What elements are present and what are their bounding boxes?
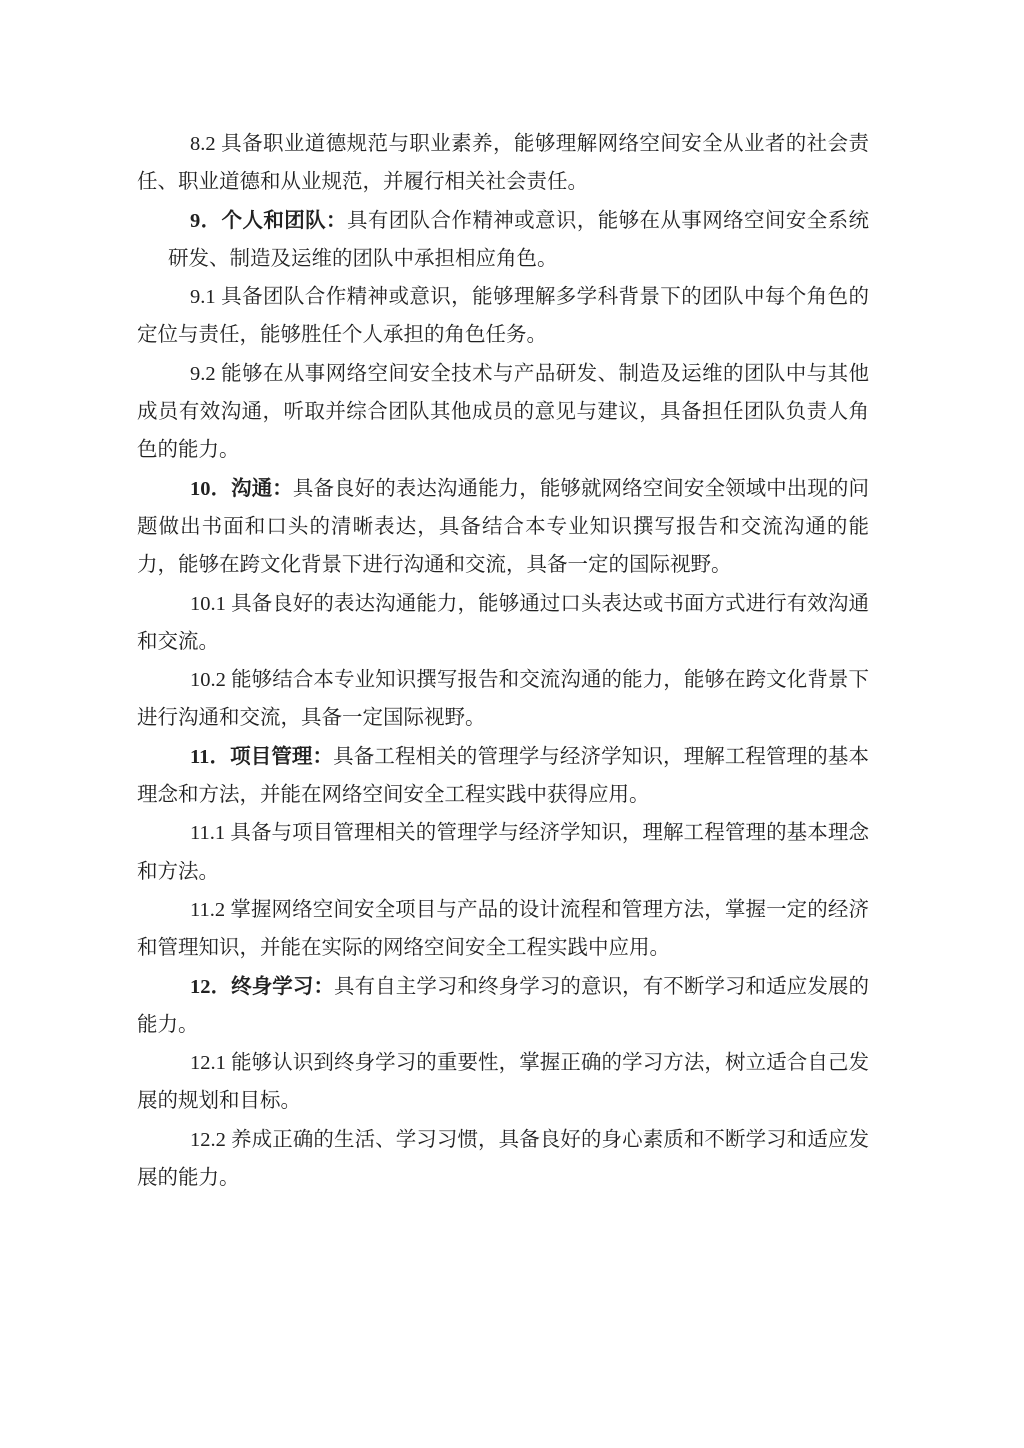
paragraph-10: [137, 470, 869, 585]
paragraph-11-2: [137, 891, 869, 968]
paragraph-text: 11.2 掌握网络空间安全项目与产品的设计流程和管理方法，掌握一定的经济和管理知识，并能在实际的网络空间安全工程实践中应用。: [137, 898, 869, 960]
paragraph-text: 9.1 具备团队合作精神或意识，能够理解多学科背景下的团队中每个角色的定位与责任，能够胜任个人承担的角色任务。: [137, 286, 869, 347]
paragraph-heading: 10．沟通：: [190, 477, 293, 500]
paragraph-text: 具有自主学习和终身学习的意识，有不断学习和适应发展的能力。: [137, 975, 869, 1036]
paragraph-text: 12.1 能够认识到终身学习的重要性，掌握正确的学习方法，树立适合自己发展的规划和目标。: [137, 1052, 869, 1113]
paragraph-text: 11.1 具备与项目管理相关的管理学与经济学知识，理解工程管理的基本理念和方法。: [137, 822, 869, 883]
document-body: [137, 125, 869, 1197]
paragraph-12-2: [137, 1121, 869, 1198]
paragraph-text: 具备工程相关的管理学与经济学知识，理解工程管理的基本理念和方法，并能在网络空间安全工程实践中获得应用。: [137, 745, 870, 807]
paragraph-11-1: [137, 814, 869, 891]
paragraph-10-1: [137, 585, 869, 662]
paragraph-heading: 11．项目管理：: [190, 745, 334, 768]
paragraph-9-1: [137, 278, 869, 355]
paragraph-text: 9.2 能够在从事网络空间安全技术与产品研发、制造及运维的团队中与其他成员有效沟通，听取并综合团队其他成员的意见与建议，具备担任团队负责人角色的能力。: [137, 362, 869, 462]
paragraph-heading: 9．个人和团队：: [190, 209, 347, 232]
paragraph-text: 具有团队合作精神或意识，能够在从事网络空间安全系统研发、制造及运维的团队中承担相应角色。: [168, 209, 869, 270]
paragraph-11: [137, 738, 869, 815]
paragraph-heading: 12．终身学习：: [190, 975, 335, 998]
paragraph-9-2: [137, 355, 869, 470]
paragraph-9: [137, 202, 869, 279]
paragraph-text: 8.2 具备职业道德规范与职业素养，能够理解网络空间安全从业者的社会责任、职业道德和从业规范，并履行相关社会责任。: [137, 133, 869, 194]
paragraph-text: 具备良好的表达沟通能力，能够就网络空间安全领域中出现的问题做出书面和口头的清晰表达，具备结合本专业知识撰写报告和交流沟通的能力，能够在跨文化背景下进行沟通和交流，具备一定的国际视野。: [137, 477, 869, 577]
paragraph-text: 12.2 养成正确的生活、学习习惯，具备良好的身心素质和不断学习和适应发展的能力。: [137, 1128, 869, 1190]
paragraph-12-1: [137, 1044, 869, 1121]
paragraph-8-2: [137, 125, 869, 202]
paragraph-text: 10.1 具备良好的表达沟通能力，能够通过口头表达或书面方式进行有效沟通和交流。: [137, 592, 869, 653]
paragraph-10-2: [137, 661, 869, 738]
paragraph-12: [137, 968, 869, 1045]
paragraph-text: 10.2 能够结合本专业知识撰写报告和交流沟通的能力，能够在跨文化背景下进行沟通和交流，具备一定国际视野。: [137, 669, 869, 730]
